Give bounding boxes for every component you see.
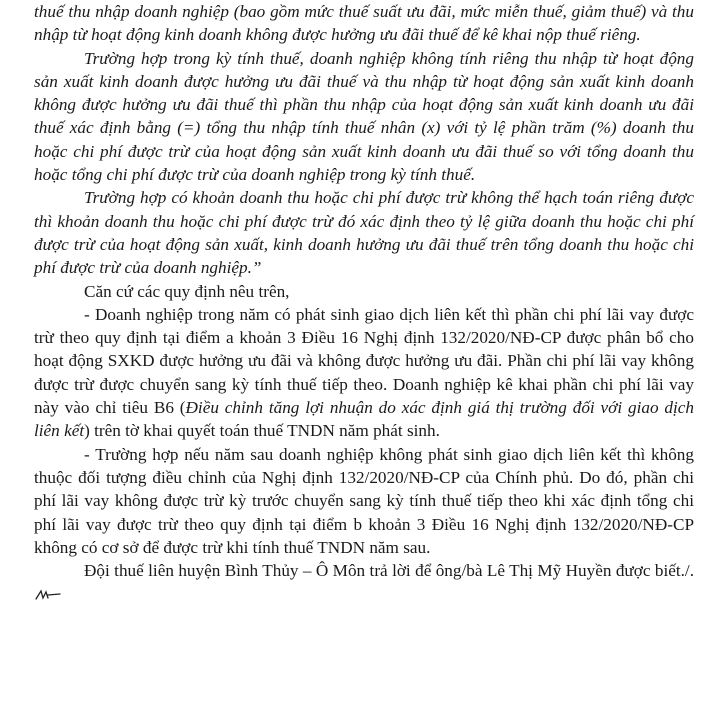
closing-text: Đội thuế liên huyện Bình Thủy – Ô Môn trả lời để ông/bà Lê Thị Mỹ Huyền được biết./. [84, 561, 694, 581]
document-body [34, 0, 694, 559]
paragraph-6 [34, 443, 694, 559]
paragraph-2 [34, 47, 694, 187]
paragraph-5-segment-3: ) trên tờ khai quyết toán thuế TNDN năm phát sinh. [84, 421, 440, 441]
paragraph-2-segment-1: Trường hợp trong kỳ tính thuế, doanh nghiệp không tính riêng thu nhập từ hoạt động sản xuất kinh doanh được hưởng ưu đãi thuế và thu nhập từ hoạt động sản xuất kinh doanh không được hưởng ưu đãi thuế thì phần thu nhập của hoạt động sản xuất kinh doanh ưu đãi thuế xác định bằng (=) tổng thu nhập tính thuế nhân (x) với tỷ lệ phần trăm (%) doanh thu hoặc chi phí được trừ của hoạt động sản xuất kinh doanh ưu đãi thuế so với tổng doanh thu hoặc tổng chi phí được trừ của doanh nghiệp trong kỳ tính thuế. [34, 48, 694, 185]
paragraph-4-segment-1: Căn cứ các quy định nêu trên, [84, 281, 290, 301]
paragraph-6-segment-1: - Trường hợp nếu năm sau doanh nghiệp không phát sinh giao dịch liên kết thì không thuộc đối tượng điều chỉnh của Nghị định 132/2020/NĐ-CP của Chính phủ. Do đó, phần chi phí lãi vay không được trừ kỳ trước chuyển sang kỳ tính thuế tiếp theo khi xác định tổng chi phí lãi vay được trừ theo quy định tại điểm b khoản 3 Điều 16 Nghị định 132/2020/NĐ-CP không có cơ sở để được trừ khi tính thuế TNDN năm sau. [34, 444, 694, 557]
signature-mark [34, 589, 62, 601]
paragraph-3-segment-1: Trường hợp có khoản doanh thu hoặc chi phí được trừ không thể hạch toán riêng được thì khoản doanh thu hoặc chi phí được trừ đó xác định theo tỷ lệ giữa doanh thu hoặc chi phí được trừ của hoạt động sản xuất, kinh doanh hưởng ưu đãi thuế trên tổng doanh thu hoặc chi phí được trừ của doanh nghiệp.” [34, 188, 694, 278]
paragraph-1-segment-1: thuế thu nhập doanh nghiệp (bao gồm mức thuế suất ưu đãi, mức miễn thuế, giảm thuế) và thu nhập từ hoạt động kinh doanh không được hưởng ưu đãi thuế để kê khai nộp thuế riêng. [34, 2, 694, 45]
closing-paragraph [34, 559, 694, 606]
paragraph-5-segment-2: Điều chỉnh tăng lợi nhuận do xác định giá thị trường đối với giao dịch liên kết [34, 398, 694, 441]
paragraph-1 [34, 0, 694, 47]
paragraph-5 [34, 303, 694, 443]
paragraph-4 [34, 280, 694, 303]
paragraph-3 [34, 186, 694, 279]
paragraph-5-segment-1: - Doanh nghiệp trong năm có phát sinh giao dịch liên kết thì phần chi phí lãi vay được trừ theo quy định tại điểm a khoản 3 Điều 16 Nghị định 132/2020/NĐ-CP được phân bổ cho hoạt động SXKD được hưởng ưu đãi và không được hưởng ưu đãi. Phần chi phí lãi vay không được trừ được chuyển sang kỳ tính thuế tiếp theo. Doanh nghiệp kê khai phần chi phí lãi vay này vào chỉ tiêu B6 ( [34, 304, 694, 418]
